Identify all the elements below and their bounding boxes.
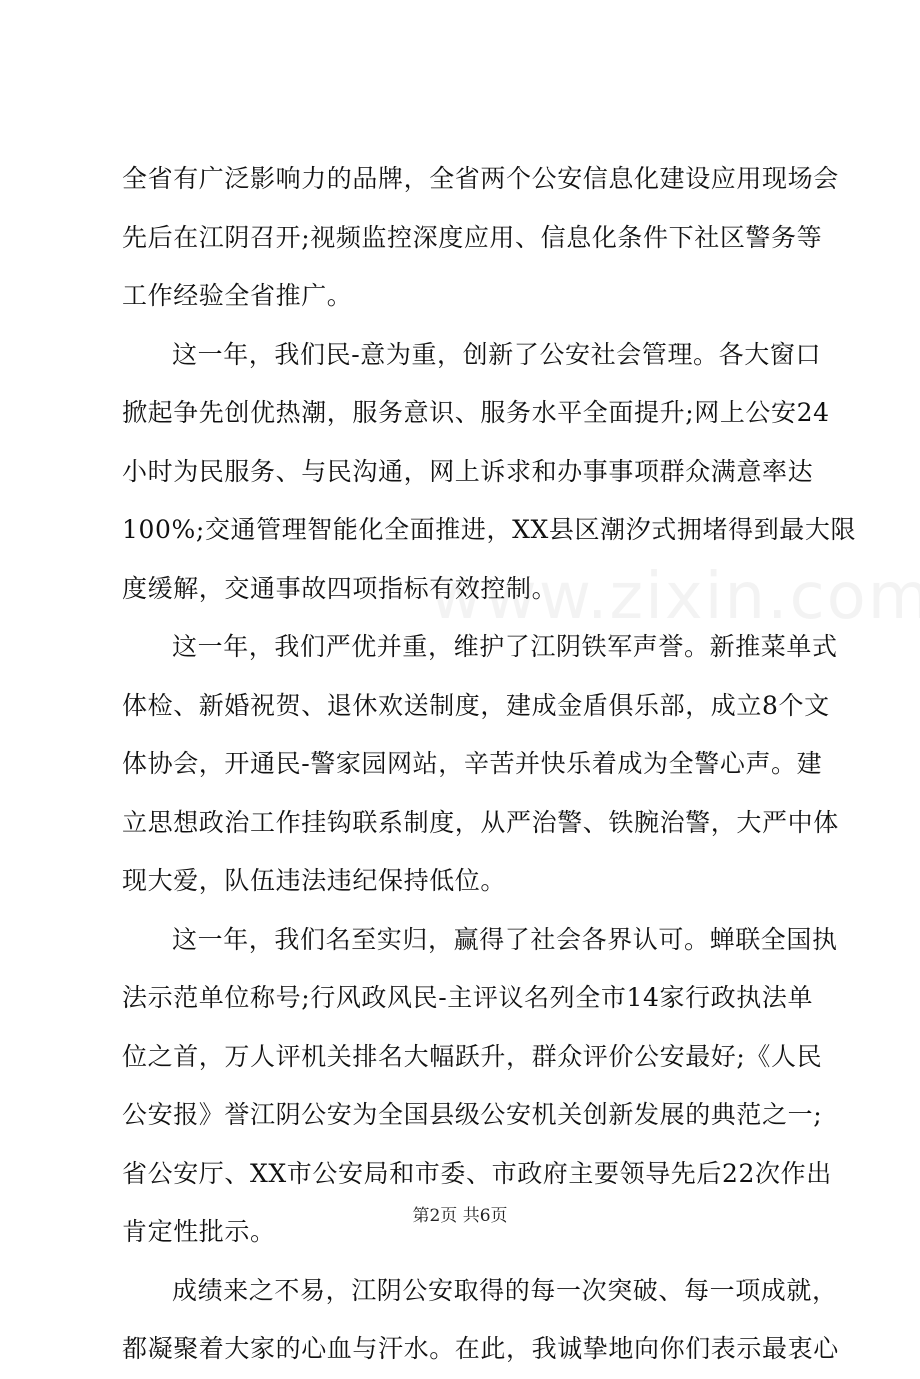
paragraph-start-line: 这一年，我们名至实归，赢得了社会各界认可。蝉联全国执	[172, 924, 838, 954]
text-line: 现大爱，队伍违法违纪保持低位。	[122, 866, 507, 895]
text-line: 都凝聚着大家的心血与汗水。在此，我诚挚地向你们表示最衷心	[122, 1334, 839, 1363]
text-line: 100%;交通管理智能化全面推进，XX县区潮汐式拥堵得到最大限	[122, 515, 857, 544]
text-line: 度缓解，交通事故四项指标有效控制。	[122, 573, 558, 603]
text-line: 先后在江阴召开;视频监控深度应用、信息化条件下社区警务等	[122, 222, 823, 252]
text-line: 工作经验全省推广。	[122, 281, 353, 310]
watermark	[430, 560, 920, 634]
paragraph-start-line: 这一年，我们民-意为重，创新了公安社会管理。各大窗口	[172, 339, 822, 369]
text-line: 法示范单位称号;行风政风民-主评议名列全市14家行政执法单	[122, 983, 814, 1012]
text-line: 位之首，万人评机关排名大幅跃升，群众评价公安最好;《人民	[122, 1041, 823, 1071]
text-line: 立思想政治工作挂钩联系制度，从严治警、铁腕治警，大严中体	[122, 807, 839, 837]
text-line: 体协会，开通民-警家园网站，辛苦并快乐着成为全警心声。建	[122, 749, 823, 778]
document-body	[122, 150, 857, 1379]
text-line: 体检、新婚祝贺、退休欢送制度，建成金盾俱乐部，成立8个文	[122, 690, 830, 720]
paragraph-start-line: 成绩来之不易，江阴公安取得的每一次突破、每一项成就，	[172, 1275, 838, 1305]
text-line: 全省有广泛影响力的品牌，全省两个公安信息化建设应用现场会	[122, 164, 839, 193]
text-line: 掀起争先创优热潮，服务意识、服务水平全面提升;网上公安24	[122, 398, 830, 427]
paragraph-start-line: 这一年，我们严优并重，维护了江阴铁军声誉。新推菜单式	[172, 632, 838, 661]
page-number-footer: 第2页 共6页	[412, 1206, 508, 1226]
text-line: 小时为民服务、与民沟通，网上诉求和办事事项群众满意率达	[122, 456, 814, 486]
text-line: 省公安厅、XX市公安局和市委、市政府主要领导先后22次作出	[122, 1158, 832, 1188]
text-line: 肯定性批示。	[122, 1217, 276, 1246]
text-line: 公安报》誉江阴公安为全国县级公安机关创新发展的典范之一;	[122, 1100, 823, 1129]
